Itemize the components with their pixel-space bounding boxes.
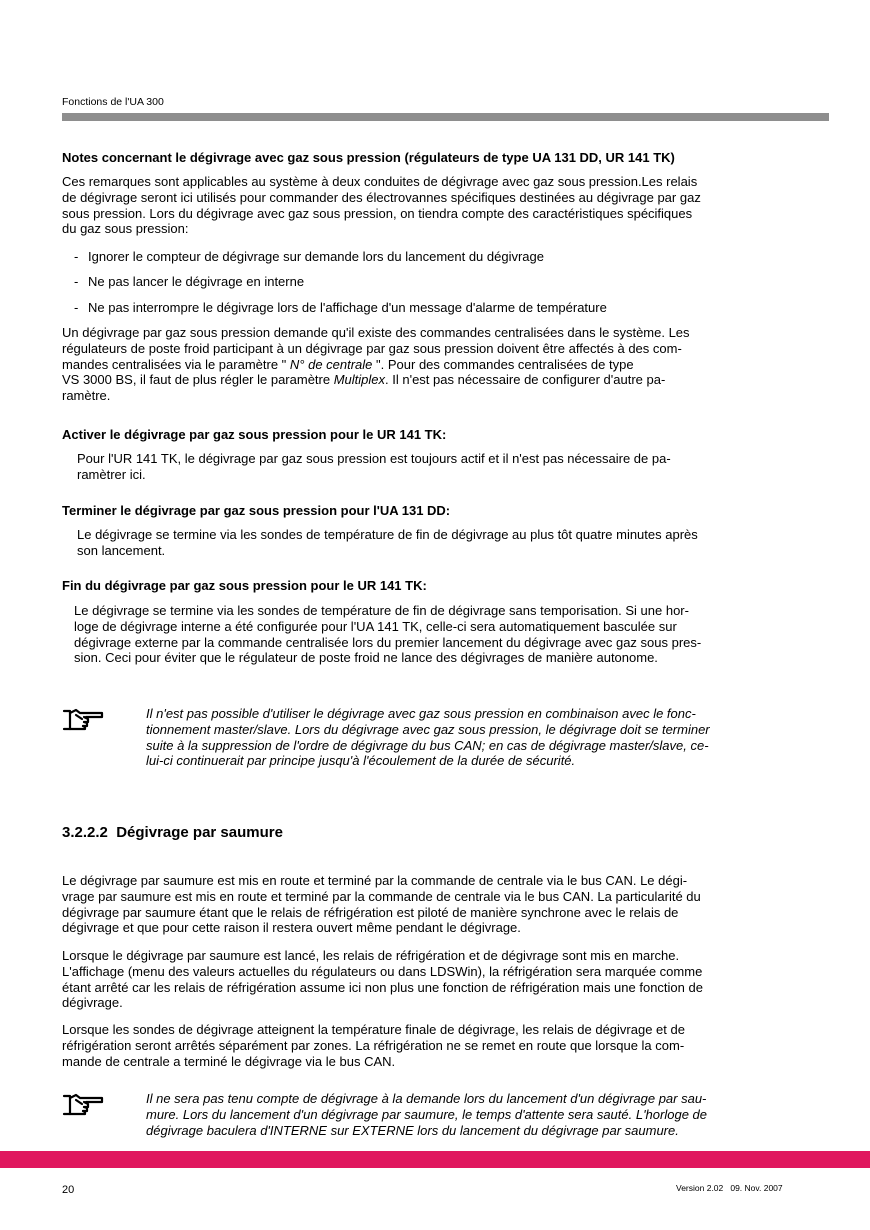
saumure-paragraph-1	[62, 873, 701, 936]
text-line: Pour l'UR 141 TK, le dégivrage par gaz sous pression est toujours actif et il n'est pas nécessaire de pa-	[77, 451, 671, 466]
note-line: Il ne sera pas tenu compte de dégivrage à la demande lors du lancement d'un dégivrage par sau-	[146, 1091, 707, 1106]
text-line: régulateurs de poste froid participant à un dégivrage par gaz sous pression doivent être affectés à des com-	[62, 340, 682, 356]
note-saumure	[146, 1091, 707, 1138]
bullet-dash: -	[74, 249, 79, 264]
bullet-dash: -	[74, 300, 79, 315]
bullet-item	[74, 274, 304, 290]
text-line: Le dégivrage se termine via les sondes de température de fin de dégivrage sans temporisation. Si une hor-	[74, 603, 689, 618]
intro-paragraph	[62, 174, 701, 237]
text-line: loge de dégivrage interne a été configurée pour l'UA 141 TK, celle-ci sera automatiquement basculée sur	[74, 618, 677, 634]
text-line: Lorsque le dégivrage par saumure est lancé, les relais de réfrigération et de dégivrage sont mis en marche.	[62, 948, 680, 963]
page-number: 20	[62, 1184, 75, 1196]
notes-heading: Notes concernant le dégivrage avec gaz sous pression (régulateurs de type UA 131 DD, UR 141 TK)	[62, 150, 675, 165]
text-line: du gaz sous pression:	[62, 221, 189, 237]
pointing-hand-icon	[62, 707, 106, 733]
text-line: ramètre.	[62, 388, 111, 404]
note-line: mure. Lors du lancement d'un dégivrage par saumure, le temps d'attente sera sauté. L'horloge de	[146, 1106, 707, 1122]
bullet-item	[74, 249, 544, 265]
text-line: dégivrage.	[62, 995, 123, 1011]
saumure-paragraph-2	[62, 948, 703, 1011]
text-span: . Il n'est pas nécessaire de configurer d'autre pa-	[385, 372, 666, 388]
text-line: Un dégivrage par gaz sous pression demande qu'il existe des commandes centralisées dans le système. Les	[62, 325, 690, 340]
text-line: dégivrage externe par la commande centralisée lors du premier lancement du dégivrage avec gaz sous pres-	[74, 634, 702, 650]
fin-paragraph	[74, 603, 701, 666]
text-line: réfrigération seront arrêtés séparément par zones. La réfrigération ne se remet en route que lorsque la com-	[62, 1037, 685, 1053]
parameter-name: N° de centrale	[289, 356, 373, 372]
text-line	[62, 372, 690, 388]
text-line: sous pression. Lors du dégivrage avec gaz sous pression, on tiendra compte des caractéristiques spécifiques	[62, 205, 693, 221]
terminer-heading: Terminer le dégivrage par gaz sous pression pour l'UA 131 DD:	[62, 503, 451, 518]
fin-heading: Fin du dégivrage par gaz sous pression pour le UR 141 TK:	[62, 578, 427, 593]
section-name: Dégivrage par saumure	[116, 824, 283, 841]
section-number: 3.2.2.2	[62, 824, 108, 841]
bullet-dash: -	[74, 274, 79, 289]
parameter-name: Multiplex	[333, 372, 386, 388]
text-line: étant arrêté car les relais de réfrigération assume ici non plus une fonction de réfrigération mais une fonction de	[62, 979, 703, 995]
text-line: son lancement.	[77, 542, 166, 558]
header-divider	[62, 113, 829, 121]
pointing-hand-icon	[62, 1092, 106, 1118]
bullet-text: Ne pas lancer le dégivrage en interne	[88, 274, 305, 289]
footer-bar	[0, 1151, 870, 1168]
note-line: dégivrage baculera d'INTERNE sur EXTERNE lors du lancement du dégivrage par saumure.	[146, 1122, 679, 1138]
header-title: Fonctions de l'UA 300	[62, 96, 164, 108]
text-span: mandes centralisées via le paramètre "	[62, 356, 290, 372]
note-master-slave	[146, 706, 710, 769]
text-line: dégivrage par saumure étant que le relais de réfrigération est piloté de manière synchrone avec le relais de	[62, 904, 679, 920]
text-span: ". Pour des commandes centralisées de type	[372, 356, 634, 372]
text-line: Le dégivrage se termine via les sondes de température de fin de dégivrage au plus tôt quatre minutes après	[77, 527, 698, 542]
text-span: VS 3000 BS, il faut de plus régler le paramètre	[62, 372, 334, 388]
text-line: vrage par saumure est mis en route et terminé par la commande de centrale via le bus CAN. La particularité du	[62, 888, 701, 904]
saumure-paragraph-3	[62, 1022, 685, 1069]
text-line: mande de centrale a terminé le dégivrage via le bus CAN.	[62, 1053, 396, 1069]
central-paragraph	[62, 325, 690, 404]
text-line: L'affichage (menu des valeurs actuelles du régulateurs ou dans LDSWin), la réfrigération sera marquée comme	[62, 963, 703, 979]
text-line: Le dégivrage par saumure est mis en route et terminé par la commande de centrale via le bus CAN. Le dégi-	[62, 873, 688, 888]
terminer-paragraph	[77, 527, 698, 559]
note-line: Il n'est pas possible d'utiliser le dégivrage avec gaz sous pression en combinaison avec le fonc-	[146, 706, 696, 721]
note-line: tionnement master/slave. Lors du dégivrage avec gaz sous pression, le dégivrage doit se terminer	[146, 721, 710, 737]
text-line	[62, 357, 690, 373]
text-line: dégivrage et que pour cette raison il restera ouvert même pendant le dégivrage.	[62, 920, 521, 936]
text-line: ramètrer ici.	[77, 466, 146, 482]
activer-paragraph	[77, 451, 671, 483]
note-line: lui-ci continuerait par principe jusqu'à l'écoulement de la durée de sécurité.	[146, 753, 576, 769]
section-title	[62, 824, 283, 841]
text-line: sion. Ceci pour éviter que le régulateur de poste froid ne lance des dégivrages de manière autonome.	[74, 650, 658, 666]
bullet-text: Ne pas interrompre le dégivrage lors de l'affichage d'un message d'alarme de température	[88, 300, 607, 315]
version-label: Version 2.02 09. Nov. 2007	[676, 1183, 783, 1193]
text-line: Lorsque les sondes de dégivrage atteignent la température finale de dégivrage, les relais de dégivrage et de	[62, 1022, 685, 1037]
note-line: suite à la suppression de l'ordre de dégivrage du bus CAN; en cas de dégivrage master/slave, ce-	[146, 737, 709, 753]
text-line: Ces remarques sont applicables au système à deux conduites de dégivrage avec gaz sous pression.Les relais	[62, 174, 698, 189]
text-line: de dégivrage seront ici utilisés pour commander des électrovannes spécifiques destinées au dégivrage par gaz	[62, 189, 701, 205]
bullet-item	[74, 300, 607, 316]
bullet-text: Ignorer le compteur de dégivrage sur demande lors du lancement du dégivrage	[88, 249, 544, 264]
activer-heading: Activer le dégivrage par gaz sous pression pour le UR 141 TK:	[62, 427, 447, 442]
